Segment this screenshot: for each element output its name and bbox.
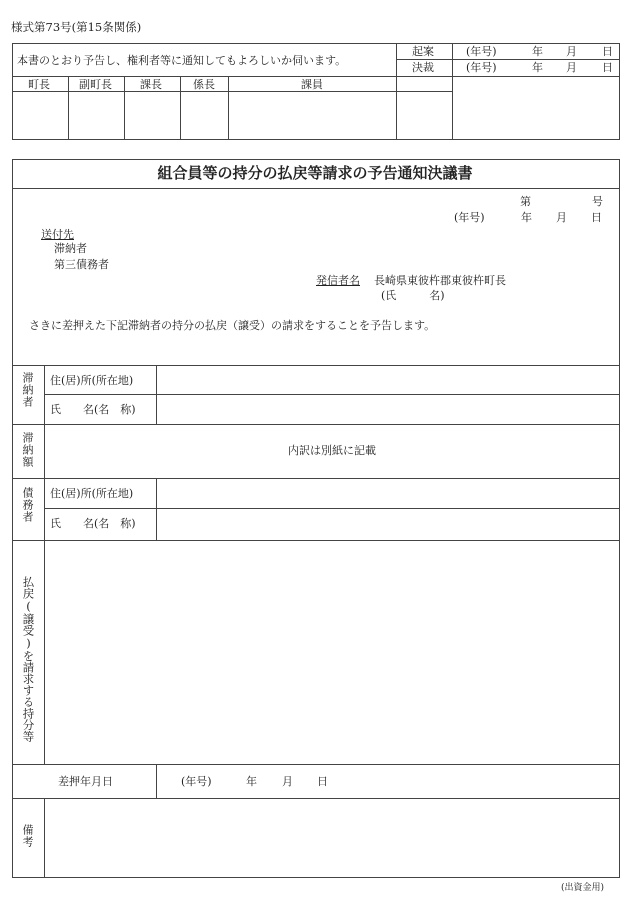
approval-notice: 本書のとおり予告し、権利者等に通知してもよろしいか伺います。	[17, 54, 347, 67]
tainousha-name-label: 氏 名(名 称)	[50, 403, 136, 416]
haraimodoshi-label: 払戻(譲受)を請求する持分等	[21, 576, 36, 742]
notice-body: さきに差押えた下記滞納者の持分の払戻（譲受）の請求をすることを予告します。	[29, 319, 436, 332]
doc-nengo: (年号)	[454, 211, 485, 224]
sashiosae-nengo: (年号)	[181, 775, 212, 788]
doc-tsuki: 月	[556, 211, 567, 224]
kessai-label: 決裁	[412, 61, 434, 74]
tainousha-address-label: 住(居)所(所在地)	[50, 374, 134, 387]
saimusha-label: 債務者	[21, 487, 34, 523]
saimusha-name-label: 氏 名(名 称)	[50, 517, 136, 530]
sender-label: 発信者名	[316, 274, 360, 287]
role-chocho: 町長	[28, 78, 50, 91]
kessai-tsuki: 月	[566, 61, 577, 74]
tainousha-label: 滞納者	[21, 372, 34, 408]
kian-tsuki: 月	[566, 45, 577, 58]
uchiwake-note: 内訳は別紙に記載	[288, 444, 376, 457]
saimusha-address-label: 住(居)所(所在地)	[50, 487, 134, 500]
sashiosae-hi: 日	[317, 775, 328, 788]
role-kacho: 課長	[140, 78, 162, 91]
kessai-nengo: (年号)	[466, 61, 497, 74]
sashiosae-tsuki: 月	[282, 775, 293, 788]
doc-dai: 第	[520, 195, 531, 208]
kessai-nen: 年	[532, 61, 543, 74]
doc-go: 号	[592, 195, 603, 208]
footer-note: (出資金用)	[561, 883, 605, 893]
sashiosae-nen: 年	[246, 775, 257, 788]
kessai-hi: 日	[602, 61, 613, 74]
kian-hi: 日	[602, 45, 613, 58]
kian-nen: 年	[532, 45, 543, 58]
role-fukuchocho: 副町長	[79, 78, 112, 91]
role-kain: 課員	[301, 78, 323, 91]
kian-label: 起案	[412, 45, 434, 58]
sender-shimei: (氏 名)	[381, 289, 445, 302]
recipient-daisan-saimusha: 第三債務者	[54, 258, 109, 271]
sender-name: 長崎県東彼杵郡東彼杵町長	[374, 274, 506, 287]
role-kakaricho: 係長	[193, 78, 215, 91]
doc-nen: 年	[521, 211, 532, 224]
sashiosae-label: 差押年月日	[58, 775, 113, 788]
recipient-heading: 送付先	[41, 228, 74, 241]
kian-nengo: (年号)	[466, 45, 497, 58]
form-number: 様式第73号(第15条関係)	[11, 20, 142, 34]
doc-hi: 日	[591, 211, 602, 224]
document-title: 組合員等の持分の払戻等請求の予告通知決議書	[157, 164, 473, 182]
tainougaku-label: 滞納額	[21, 432, 34, 468]
recipient-tainousha: 滞納者	[54, 242, 87, 255]
bikou-label: 備考	[21, 824, 34, 848]
